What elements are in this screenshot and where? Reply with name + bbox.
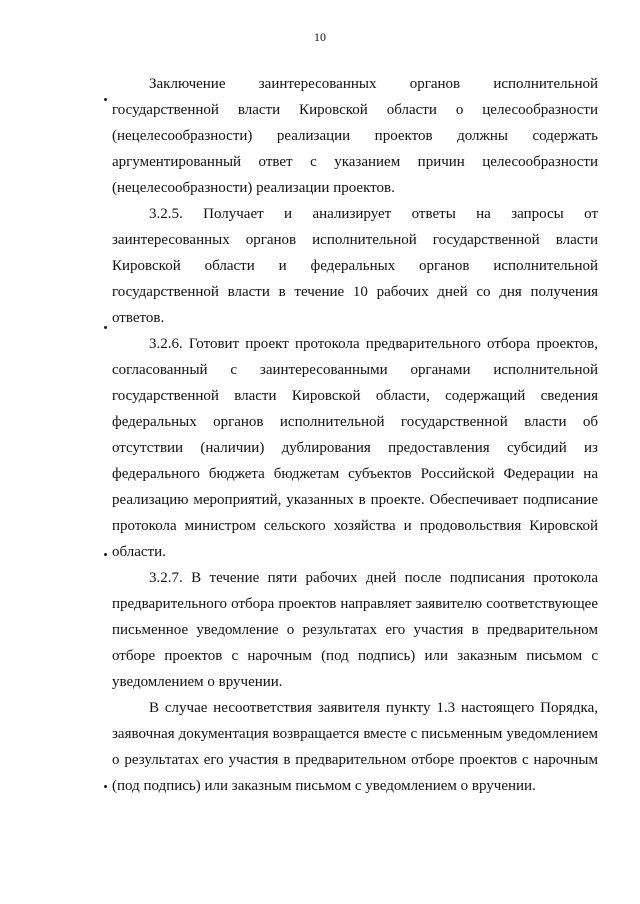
- page-number: 10: [314, 30, 326, 44]
- scan-mark: [104, 785, 107, 788]
- scan-mark: [104, 553, 107, 556]
- scan-mark: [104, 326, 107, 329]
- paragraph-conclusion: Заключение заинтересованных органов исполнительной государственной власти Кировской области о целесообразности (нецелесообразности) реализации проектов должны содержать аргументированный ответ с указанием причин целесообразности (нецелесообразности) реализации проектов.: [112, 76, 598, 196]
- document-body: [112, 71, 598, 799]
- paragraph-3-2-6: 3.2.6. Готовит проект протокола предварительного отбора проектов, согласованный с заинтересованными органами исполнительной государственной власти Кировской области, содержащий сведения федеральных органов исполнительной государственной власти об отсутствии (наличии) дублирования предоставления субсидий из федерального бюджета бюджетам субъектов Российской Федерации на реализацию мероприятий, указанных в проекте. Обеспечивает подписание протокола министром сельского хозяйства и продовольствия Кировской области.: [112, 336, 598, 560]
- paragraph-non-compliance: В случае несоответствия заявителя пункту 1.3 настоящего Порядка, заявочная документация возвращается вместе с письменным уведомлением о результатах его участия в предварительном отборе проектов с нарочным (под подпись) или заказным письмом с уведомлением о вручении.: [112, 700, 598, 794]
- paragraph-3-2-5: 3.2.5. Получает и анализирует ответы на запросы от заинтересованных органов исполнительной государственной власти Кировской области и федеральных органов исполнительной государственной власти в течение 10 рабочих дней со дня получения ответов.: [112, 206, 598, 326]
- paragraph-3-2-7: 3.2.7. В течение пяти рабочих дней после подписания протокола предварительного отбора проектов направляет заявителю соответствующее письменное уведомление о результатах его участия в предварительном отборе проектов с нарочным (под подпись) или заказным письмом с уведомлением о вручении.: [112, 570, 598, 690]
- scan-mark: [104, 98, 107, 101]
